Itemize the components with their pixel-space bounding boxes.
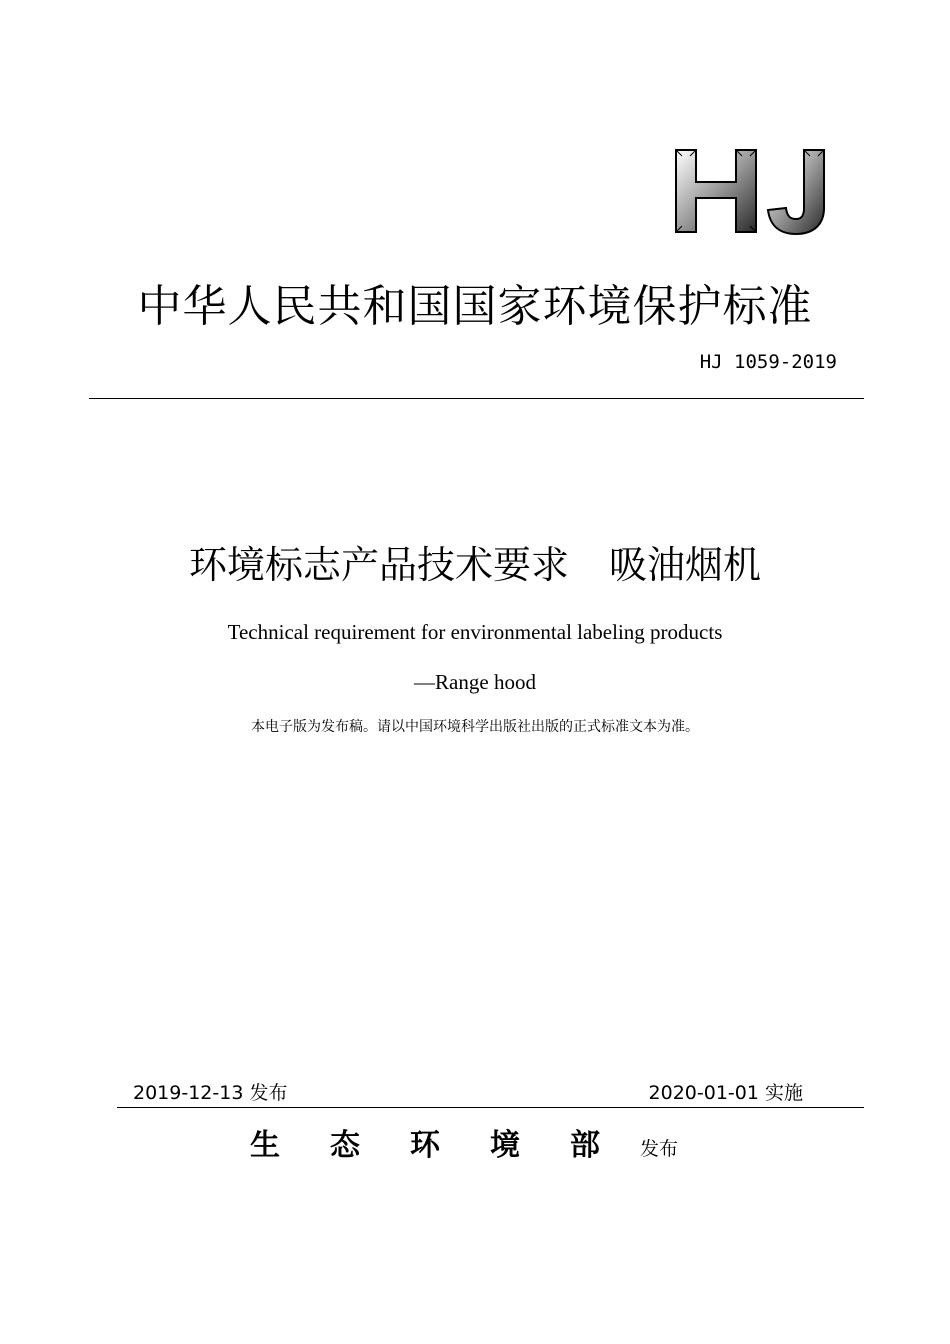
standard-number: HJ 1059-2019 bbox=[699, 351, 837, 373]
logo-letter-j bbox=[768, 150, 824, 234]
hj-logo bbox=[672, 146, 832, 236]
top-divider bbox=[89, 398, 864, 399]
english-title: Technical requirement for environmental labeling products bbox=[227, 620, 723, 644]
implementation-date: 2020-01-01 实施 bbox=[648, 1082, 803, 1104]
standard-category-title: 中华人民共和国国家环境保护标准 bbox=[137, 281, 813, 332]
bottom-divider bbox=[117, 1107, 864, 1108]
logo-letter-h bbox=[676, 150, 756, 232]
chinese-title-main: 环境标志产品技术要求 bbox=[188, 543, 569, 587]
chinese-title bbox=[0, 534, 950, 589]
edition-notice: 本电子版为发布稿。请以中国环境科学出版社出版的正式标准文本为准。 bbox=[251, 719, 699, 735]
publisher-name: 生态环境部 bbox=[250, 1128, 650, 1163]
publisher-suffix: 发布 bbox=[640, 1138, 679, 1160]
chinese-title-sub: 吸油烟机 bbox=[609, 543, 762, 587]
publisher bbox=[250, 1120, 678, 1164]
issue-date: 2019-12-13 发布 bbox=[133, 1082, 288, 1104]
english-subtitle: —Range hood bbox=[414, 670, 536, 694]
